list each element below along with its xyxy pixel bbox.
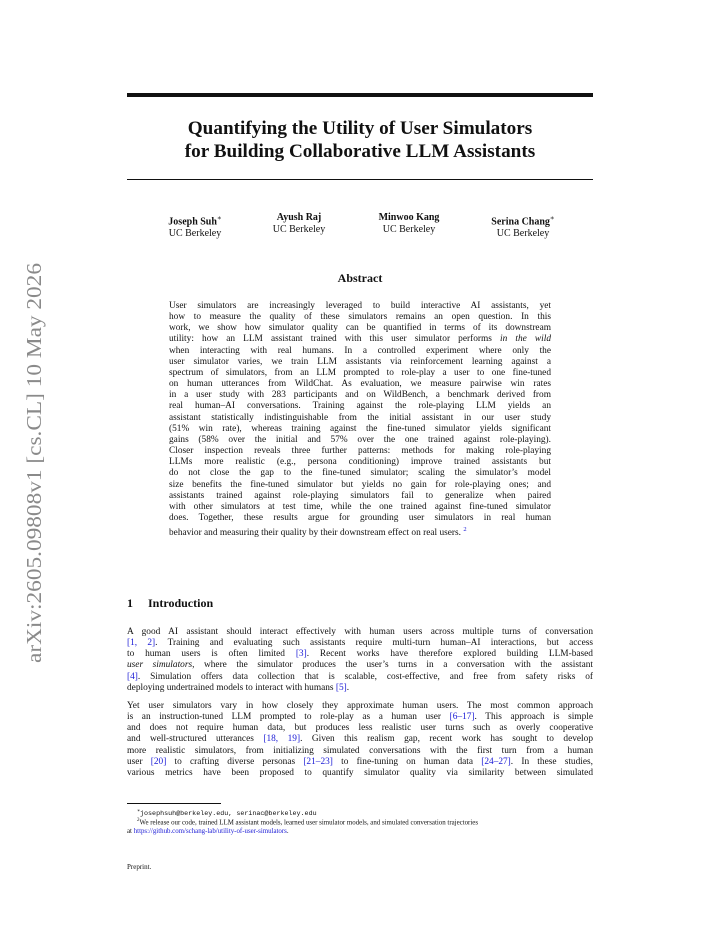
- author-affiliation: UC Berkeley: [272, 224, 326, 235]
- body-text: , where the simulator produces the user’s turns in a conversation with the assistant: [192, 660, 594, 671]
- citation-link[interactable]: [5]: [335, 682, 347, 693]
- body-text: . Training and evaluating such assistants require multi-turn human–AI interactions, but access: [155, 638, 593, 649]
- abstract-line: on human utterances from WildChat. As evaluation, we measure pairwise win rates: [169, 379, 551, 390]
- abstract-line: does. Together, these results argue for grounding user simulators in real human: [169, 512, 551, 523]
- abstract-line: assistants trained against role-playing simulators fail to generalize when paired: [169, 490, 551, 501]
- arxiv-watermark: [14, 258, 48, 668]
- title-bottom-rule: [127, 179, 593, 180]
- author-mark: ∗: [549, 214, 555, 222]
- body-text: and well-structured utterances: [127, 734, 264, 745]
- footnote-line: [127, 827, 593, 836]
- abstract-text: behavior and measuring their quality by their downstream effect on real users.: [169, 528, 461, 539]
- body-emphasis: user simulators: [127, 660, 193, 671]
- footnote-rule: [127, 803, 221, 804]
- body-text: is an instruction-tuned LLM prompted to role-play as a human user: [127, 712, 450, 723]
- footnote-mark: 2: [137, 818, 140, 823]
- body-line: [127, 734, 593, 745]
- footnote-ref-link[interactable]: 2: [463, 526, 467, 534]
- body-text: to human users is often limited: [127, 649, 296, 660]
- body-text: deploying undertrained models to interact with humans: [127, 682, 336, 693]
- abstract-line: real human–AI conversations. Training against the role-playing LLM yields an: [169, 401, 551, 412]
- abstract-line: do not close the gap to the fine-tuned simulator; scaling the simulator’s model: [169, 468, 551, 479]
- section-heading-introduction: [127, 596, 213, 611]
- body-text: . This approach is simple: [474, 712, 593, 723]
- body-line: A good AI assistant should interact effectively with human users across multiple turns of conversation: [127, 627, 593, 637]
- body-line: [127, 672, 593, 683]
- citation-link[interactable]: [4]: [127, 671, 138, 682]
- author-name: Minwoo Kang: [378, 212, 440, 223]
- abstract-line: spectrum of simulators, from an LLM prompted to role-play a user to one fine-tuned: [169, 367, 551, 378]
- author-affiliation: UC Berkeley: [168, 228, 222, 240]
- title-top-rule: [127, 93, 593, 97]
- abstract-line: (51% win rate), whereas training against the fine-tuned simulator yields significant: [169, 423, 551, 434]
- citation-link[interactable]: [21–23]: [303, 756, 333, 767]
- preprint-label: Preprint.: [127, 863, 152, 871]
- body-text: to fine-tuning on human data: [332, 756, 482, 767]
- author-name: Ayush Raj: [276, 212, 322, 223]
- paper-title: [127, 117, 593, 163]
- github-link[interactable]: https://github.com/schang-lab/utility-of-user-simulators: [133, 828, 287, 836]
- abstract-text: utility: how an LLM assistant trained with this user simulator performs: [169, 334, 501, 345]
- body-text: to crafting diverse personas: [166, 756, 304, 767]
- title-line-2: for Building Collaborative LLM Assistants: [184, 141, 536, 162]
- abstract-line: in a user study with 283 participants and on WildBench, a benchmark derived from: [169, 390, 551, 401]
- abstract-line: when interacting with real humans. In a controlled experiment where only the: [169, 345, 551, 356]
- footnote-line: [127, 816, 593, 827]
- author-affiliation: UC Berkeley: [496, 228, 550, 240]
- abstract-emphasis: in the wild: [500, 334, 552, 345]
- author-2: [239, 212, 359, 236]
- abstract-line: with other simulators at test time, while the one trained against fine-tuned simulator: [169, 501, 551, 512]
- section-title: Introduction: [148, 596, 214, 610]
- abstract-heading: Abstract: [337, 271, 383, 285]
- citation-link[interactable]: [6–17]: [449, 712, 475, 723]
- body-line: various metrics have been proposed to quantify simulator quality via similarity between simulated: [127, 767, 593, 778]
- author-mark: ∗: [216, 214, 222, 222]
- abstract-line: [169, 524, 551, 539]
- abstract-line: size benefits the fine-tuned simulator but yields no gain for role-playing ones; and: [169, 479, 551, 490]
- abstract-line: User simulators are increasingly leveraged to build interactive AI assistants, yet: [169, 301, 551, 311]
- body-line: [127, 638, 593, 649]
- footnote-text: .: [286, 828, 289, 836]
- body-line: [127, 683, 593, 694]
- citation-link[interactable]: [1, 2]: [127, 638, 156, 649]
- footnote-text: at: [127, 828, 134, 836]
- citation-link[interactable]: [3]: [295, 649, 307, 660]
- body-text: .: [346, 682, 350, 693]
- citation-link[interactable]: [20]: [150, 756, 167, 767]
- abstract-line: LLMs more realistic (e.g., persona conditioning) improve trained assistants but: [169, 457, 551, 468]
- body-text: . Simulation offers data collection that is scalable, cost-effective, and free from safety risks of: [137, 671, 593, 682]
- abstract-line: how to measure the quality of these simulators remains an open question. In this: [169, 312, 551, 323]
- title-line-1: Quantifying the Utility of User Simulators: [187, 118, 533, 139]
- section-number: 1: [127, 596, 133, 610]
- abstract-line: user simulator varies, we train LLM assistants via reinforcement learning against a: [169, 356, 551, 367]
- intro-paragraph-1: [127, 627, 593, 694]
- body-line: [127, 757, 593, 768]
- abstract-body: [169, 301, 551, 539]
- abstract-line: [169, 334, 551, 345]
- arxiv-id-text: arXiv:2605.09808v1 [cs.CL] 10 May 2026: [22, 293, 46, 663]
- body-text: . Recent works have therefore explored building LLM-based: [306, 649, 593, 660]
- abstract-line: gains (58% over the initial and 57% over the one trained against role-playing).: [169, 434, 551, 445]
- body-text: . In these studies,: [510, 756, 593, 767]
- body-line: [127, 660, 593, 671]
- author-1: [135, 212, 255, 240]
- abstract-line: assistant statistically indistinguishable from the initial assistant in our user study: [169, 412, 551, 423]
- author-name: Joseph Suh: [168, 216, 217, 228]
- body-text: user: [127, 756, 151, 767]
- body-line: [127, 649, 593, 660]
- body-line: and does not require human data, but produces less realistic user turns such as overly cooperative: [127, 723, 593, 734]
- abstract-line: work, we show how simulator quality can be quantified in terms of its downstream: [169, 323, 551, 334]
- footnote-mark: ∗: [137, 808, 141, 814]
- body-line: [127, 712, 593, 723]
- body-line: Yet user simulators vary in how closely they approximate human users. The most common approach: [127, 701, 593, 711]
- body-line: more realistic simulators, from initializing simulated conversations with the first turn from a human: [127, 745, 593, 756]
- footnote-text: We release our code, trained LLM assistant models, learned user simulator models, and simulated conversation trajectories: [139, 819, 479, 827]
- author-name: Serina Chang: [491, 216, 550, 228]
- abstract-line: Closer inspection reveals three further patterns: methods for making role-playing: [169, 446, 551, 457]
- citation-link[interactable]: [24–27]: [481, 756, 511, 767]
- author-3: [349, 212, 469, 236]
- citation-link[interactable]: [18, 19]: [263, 734, 301, 745]
- author-affiliation: UC Berkeley: [382, 224, 436, 235]
- footnote-emails: josephsuh@berkeley.edu, serinac@berkeley.edu: [140, 810, 317, 819]
- author-4: [463, 212, 583, 240]
- footnote-2: [127, 816, 593, 836]
- intro-paragraph-2: [127, 701, 593, 779]
- body-text: . Given this realism gap, recent work has sought to develop: [300, 734, 593, 745]
